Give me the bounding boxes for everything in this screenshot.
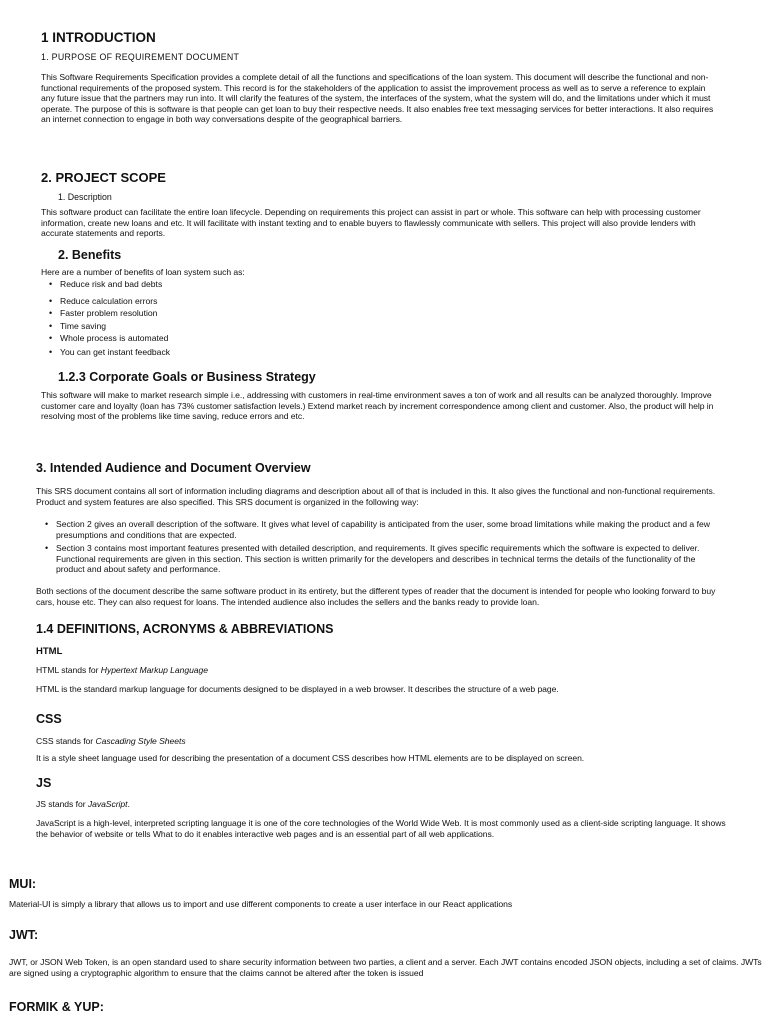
section-3-list (38, 519, 718, 578)
list-item: • You can get instant feedback (43, 346, 443, 359)
benefits-intro: Here are a number of benefits of loan system such as: (41, 267, 245, 277)
css-description: It is a style sheet language used for describing the presentation of a document CSS describes how HTML elements are to be displayed on screen. (36, 753, 585, 763)
js-term: JS (36, 776, 52, 790)
formik-term: FORMIK & YUP: (9, 1000, 104, 1014)
section-3-paragraph-1: This SRS document contains all sort of information including diagrams and description about all of that is included in this. It also gives the functional and non-functional requirements. Product and system features are also specified. This SRS document is organized in the following way: (36, 486, 716, 507)
section-1-subheading: 1. PURPOSE OF REQUIREMENT DOCUMENT (41, 52, 240, 62)
goals-heading: 1.2.3 Corporate Goals or Business Strategy (58, 370, 316, 384)
list-item: • Faster problem resolution (43, 307, 443, 320)
stands-label: JS stands for (36, 799, 88, 809)
list-item: • Section 2 gives an overall description of the software. It gives what level of capability is anticipated from the user, some broad limitations while making the product and a few presumptions and conditions that are expected. (38, 519, 718, 540)
list-item: • Section 3 contains most important features presented with detailed description, and requirements. It gives specific requirements which the software is expected to deliver. Functional requirements are given in this section. This section is written primarily for the developers and describes in technical terms the details of the functionality of the product and about safety and performance. (38, 543, 718, 575)
stands-label: HTML stands for (36, 665, 101, 675)
goals-paragraph: This software will make to market research simple i.e., addressing with customers in real-time environment saves a ton of work and all results can be analyzed thoroughly. Improve customer care and loyalty (loan has 73% customer satisfaction levels.) Extend market reach by increment correspondence among client and customer. Also, the product will help in resolving most of the problems like time saving, reduce errors and etc. (41, 390, 714, 422)
list-item: • Reduce calculation errors (43, 295, 443, 308)
js-expansion: JavaScript (87, 799, 128, 809)
html-description: HTML is the standard markup language for documents designed to be displayed in a web browser. It describes the structure of a web page. (36, 684, 559, 694)
period: . (127, 799, 130, 809)
css-term: CSS (36, 712, 62, 726)
js-stands-for (36, 799, 130, 810)
html-expansion: Hypertext Markup Language (100, 665, 208, 675)
section-1-paragraph: This Software Requirements Specification provides a complete detail of all the functions and specifications of the loan system. This document will describe the functional and non- functional requirements of the proposed system. This record is for the stakeholders of the application to assist the improvement process as well as to serve a reference to explain any future issue that the partners may run into. It will clarify the features of the system, the interfaces of the system, what the system will do, and the limitations under which it must operate. The purpose of this is software is that people can get loan to buy their respective needs. It also enables free text messaging services for better interactions. It also requires an internet connection to engage in both way conversations despite of the geographical barriers. (41, 72, 714, 125)
jwt-description: JWT, or JSON Web Token, is an open standard used to share security information between two parties, a client and a server. Each JWT contains encoded JSON objects, including a set of claims. JWTs are signed using a cryptographic algorithm to ensure that the claims cannot be altered after the token is issued (9, 957, 762, 978)
section-3-paragraph-2: Both sections of the document describe the same software product in its entirety, but the different types of reader that the document is intended for people who looking forward to buy cars, house etc. They can also request for loans. The intended audience also includes the sellers and the banks ready to provide loan. (36, 586, 716, 607)
section-3-heading: 3. Intended Audience and Document Overview (36, 461, 311, 475)
section-2-paragraph: This software product can facilitate the entire loan lifecycle. Depending on requirements this project can assist in part or whole. This software can help with processing customer information, create new loans and etc. It will facilitate with instant texting and to enable buyers to flawlessly communicate with sellers. This project will also provide lenders with accurate statements and reports. (41, 207, 701, 239)
section-2-subheading: 1. Description (58, 192, 112, 202)
stands-label: CSS stands for (36, 736, 96, 746)
benefits-list (43, 278, 443, 359)
css-stands-for (36, 736, 186, 747)
jwt-term: JWT: (9, 928, 39, 942)
benefits-heading: 2. Benefits (58, 248, 122, 262)
section-2-heading: 2. PROJECT SCOPE (41, 170, 166, 185)
section-1-heading: 1 INTRODUCTION (41, 30, 156, 45)
section-4-heading: 1.4 DEFINITIONS, ACRONYMS & ABBREVIATIONS (36, 622, 334, 636)
html-term: HTML (36, 646, 63, 657)
list-item: • Reduce risk and bad debts (43, 278, 443, 291)
list-item: • Time saving (43, 320, 443, 333)
mui-term: MUI: (9, 877, 37, 891)
js-description: JavaScript is a high-level, interpreted scripting language it is one of the core technologies of the World Wide Web. It is most commonly used as a client-side scripting language. It shows the behavior of website or tells What to do it enables interactive web pages and is an essential part of all web applications. (36, 818, 726, 839)
css-expansion: Cascading Style Sheets (95, 736, 186, 746)
html-stands-for (36, 665, 208, 676)
mui-description: Material-UI is simply a library that allows us to import and use different components to create a user interface in our React applications (9, 899, 513, 909)
list-item: • Whole process is automated (43, 332, 443, 345)
